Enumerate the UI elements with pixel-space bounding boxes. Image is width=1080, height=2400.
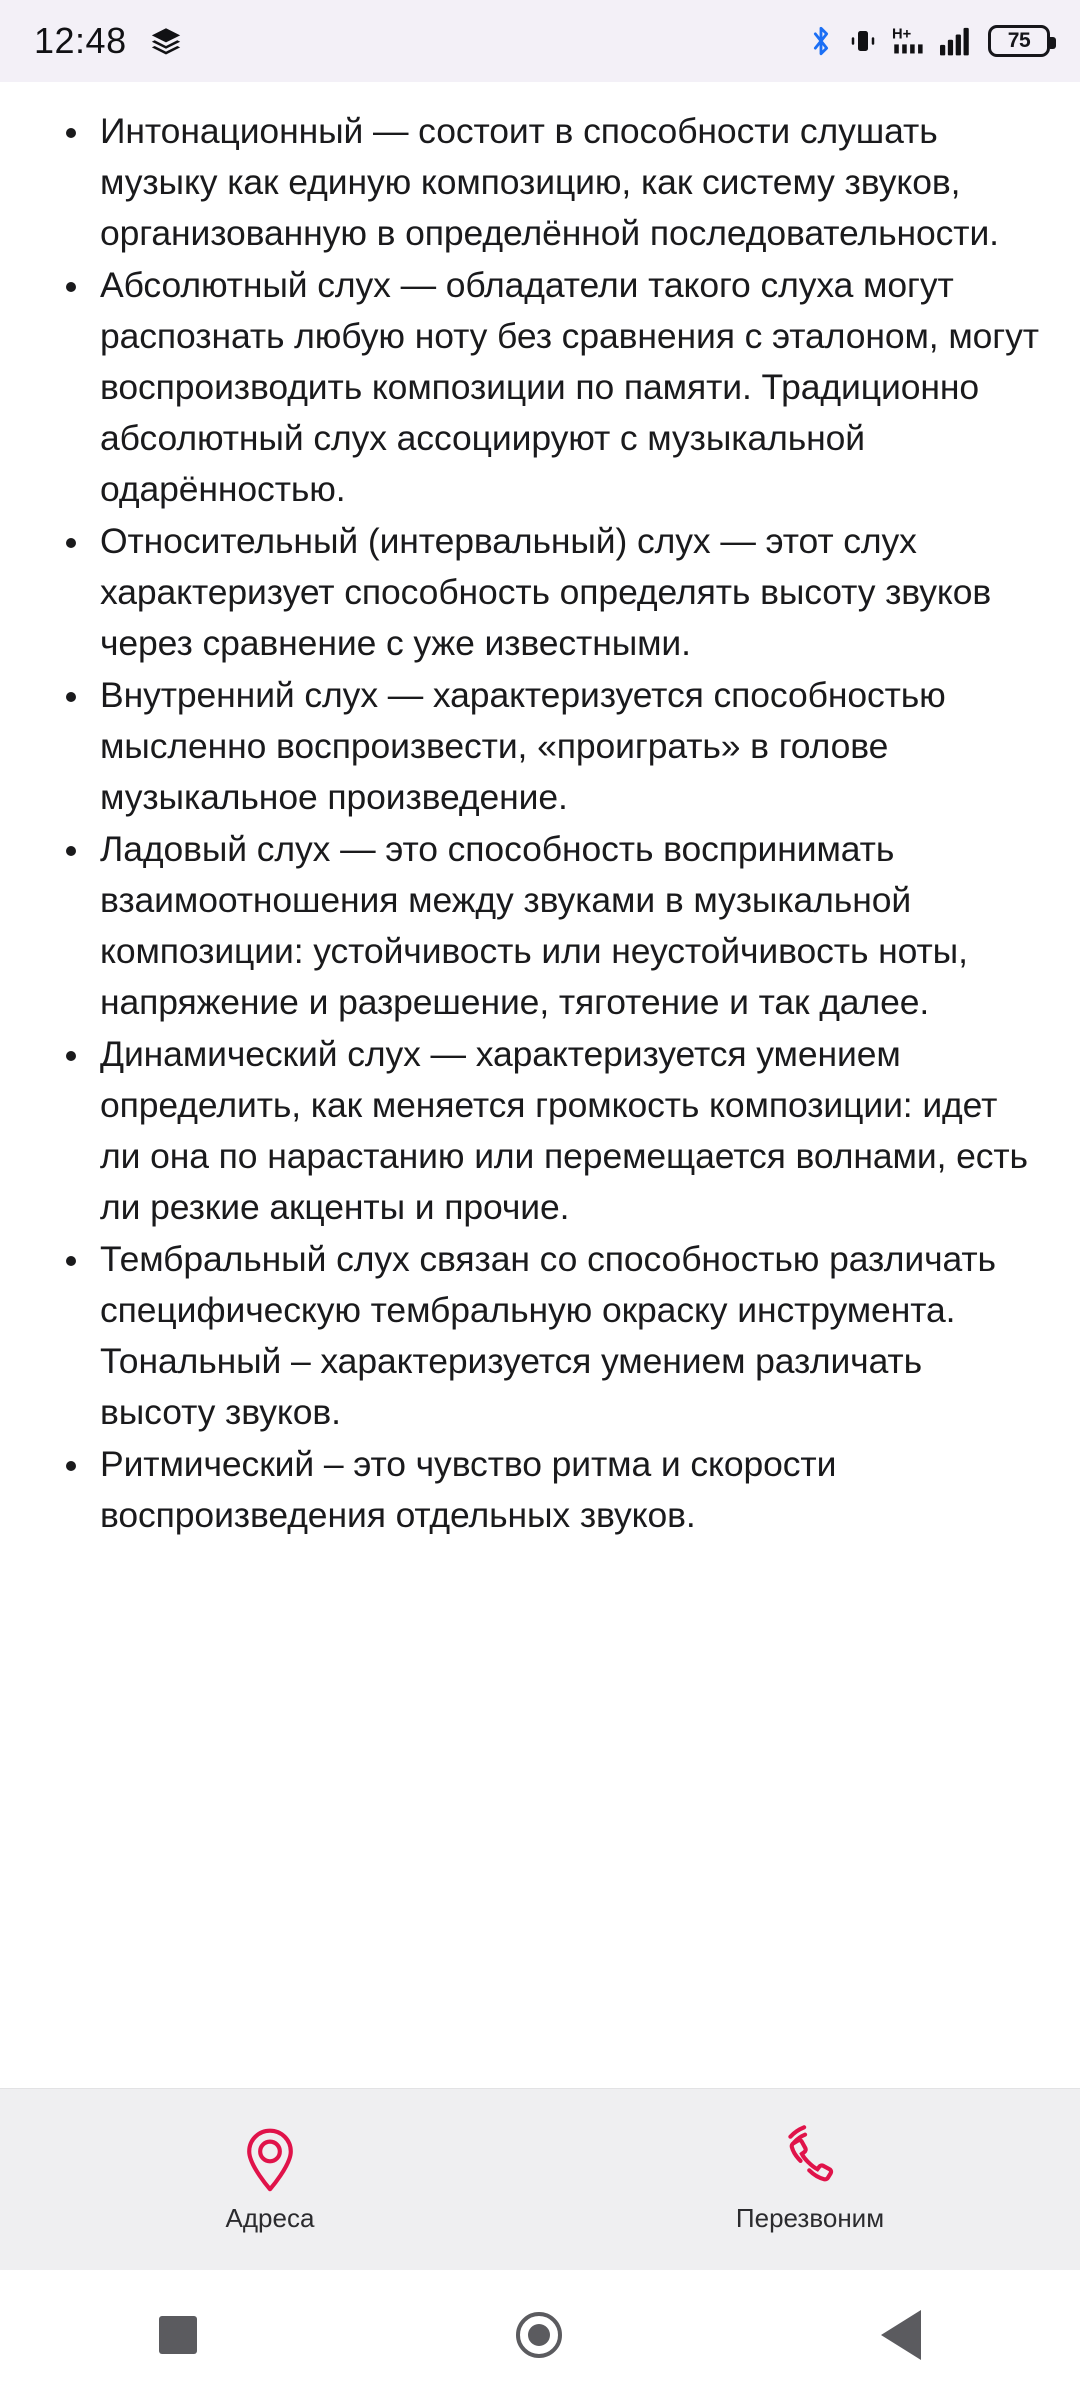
map-pin-icon [239,2125,301,2193]
circle-icon [516,2312,562,2358]
home-button[interactable] [516,2312,562,2358]
status-bar [0,0,1080,82]
list-item [52,1234,1046,1438]
list-item-text: Динамический слух — характеризуется умением определить, как меняется громкость композиции: идет ли она по нарастанию или перемещается волнами, есть ли резкие акценты и прочие. [100,1034,1028,1227]
list-item [52,260,1046,515]
action-label: Перезвоним [735,2203,885,2233]
bottom-action-bar [0,2088,1080,2270]
list-item [52,106,1046,259]
callback-phone-icon [776,2125,844,2193]
list-item-text: Относительный (интервальный) слух — этот слух характеризует способность определять высоту звуков через сравнение с уже известными. [100,521,992,663]
action-addresses[interactable] [0,2125,540,2234]
status-clock: 12:48 [34,20,127,61]
list-item [52,670,1046,823]
bullet-list [52,106,1046,1541]
battery-percent-label: 75 [1007,29,1031,52]
list-item-text: Ладовый слух — это способность воспринимать взаимоотношения между звуками в музыкальной композиции: устойчивость или неустойчивость ноты, напряжение и разрешение, тяготение и так далее. [100,829,968,1022]
triangle-back-icon [881,2310,921,2360]
action-callback[interactable] [540,2125,1080,2234]
status-bar-right [808,24,1050,58]
list-item-text: Внутренний слух — характеризуется способностью мысленно воспроизвести, «проиграть» в голове музыкальное произведение. [100,675,946,817]
layers-icon [149,24,183,58]
vibrate-icon [848,26,878,56]
square-icon [159,2316,197,2354]
signal-bars-icon [940,26,974,56]
list-item [52,824,1046,1028]
bluetooth-icon [808,24,834,58]
status-bar-left [34,20,183,62]
list-item-text: Интонационный — состоит в способности слушать музыку как единую композицию, как систему звуков, организованную в определённой последовательности. [100,111,999,253]
list-item-extra-text: Тональный – характеризуется умением различать высоту звуков. [100,1341,922,1432]
back-button[interactable] [881,2310,921,2360]
svg-text:H+: H+ [892,26,912,43]
action-label: Адреса [225,2203,315,2233]
article-content[interactable] [0,82,1080,2088]
list-item-text: Ритмический – это чувство ритма и скорости воспроизведения отдельных звуков. [100,1444,837,1535]
android-nav-bar [0,2270,1080,2400]
list-item [52,1439,1046,1541]
battery-icon [988,25,1050,57]
list-item [52,1029,1046,1233]
list-item-text: Абсолютный слух — обладатели такого слуха могут распознать любую ноту без сравнения с эталоном, могут воспроизводить композиции по памяти. Традиционно абсолютный слух ассоциируют с музыкальной одарённостью. [100,265,1039,509]
list-item-text: Тембральный слух связан со способностью различать специфическую тембральную окраску инструмента. [100,1239,996,1330]
list-item [52,516,1046,669]
network-hplus-icon [892,24,926,58]
recents-button[interactable] [159,2316,197,2354]
